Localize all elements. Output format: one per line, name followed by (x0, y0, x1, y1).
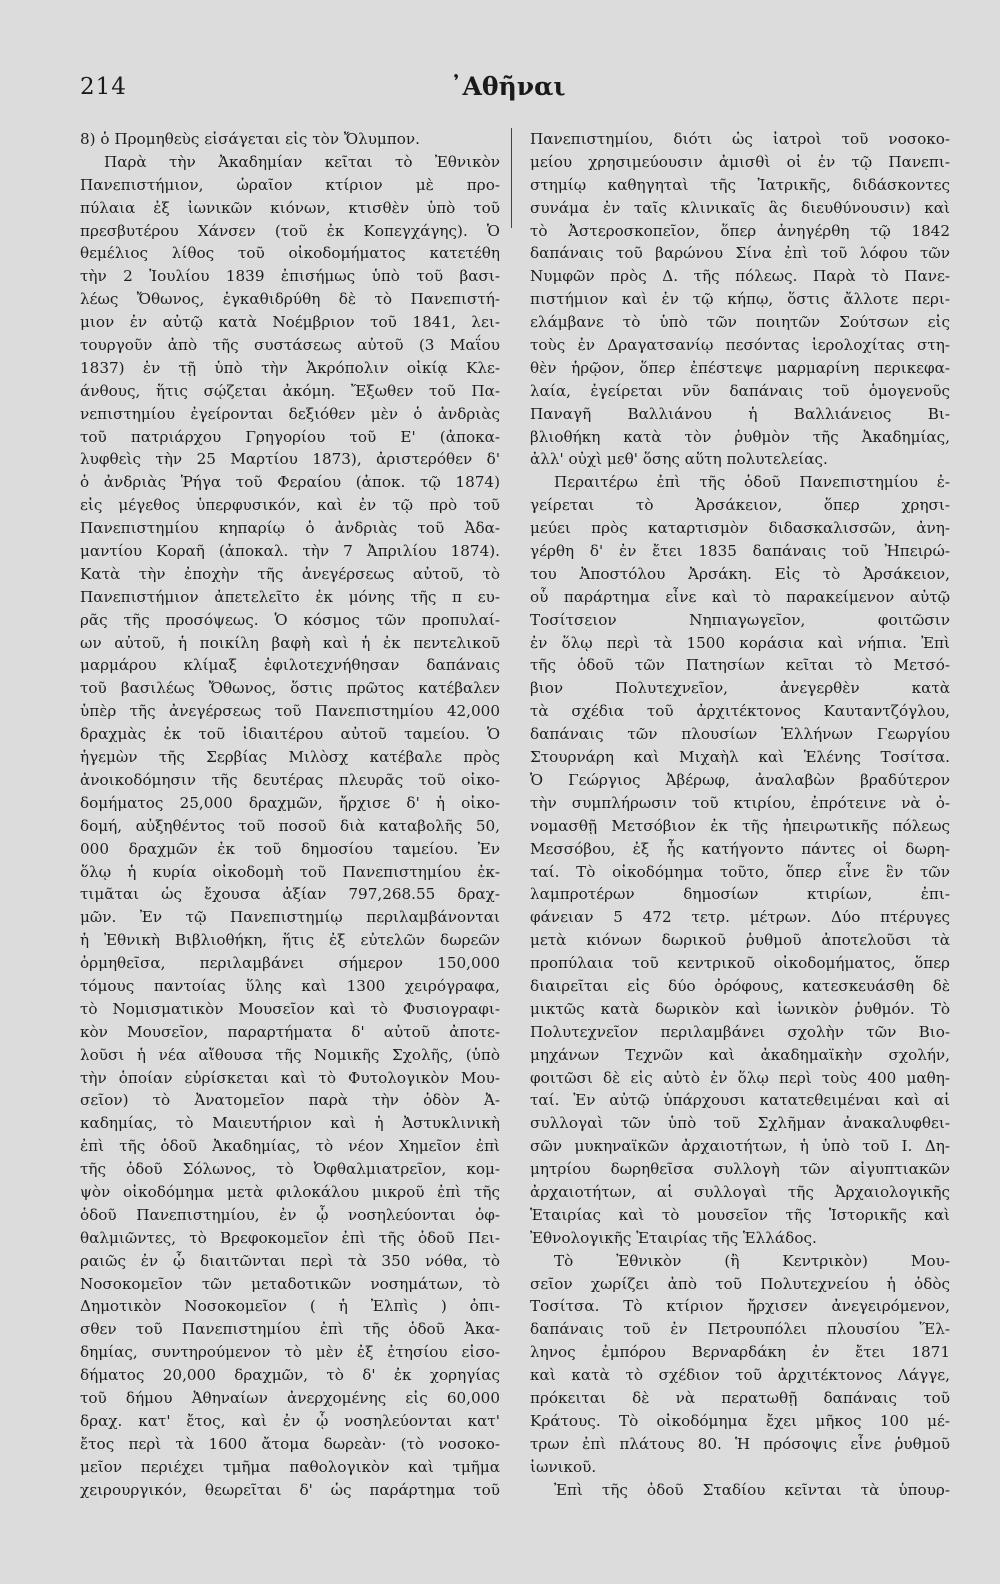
text-line: προπύλαια τοῦ κεντρικοῦ οἰκοδομήματος, ὅπερ (530, 954, 950, 973)
text-line: του Ἀποστόλου Ἀρσάκη. Εἰς τὸ Ἀρσάκειον, (530, 564, 950, 583)
text-line: Στουρνάρη καὶ Μιχαὴλ καὶ Ἑλένης Τοσίτσα. (530, 748, 950, 767)
text-line: κὸν Μουσεῖον, παραρτήματα δ' αὐτοῦ ἀποτε- (80, 1022, 500, 1041)
text-line: λαμπροτέρων δημοσίων κτιρίων, ἐπι- (530, 885, 950, 904)
text-line: Παναγῆ Βαλλιάνου ἡ Βαλλιάνειος Βι- (530, 404, 950, 423)
text-line: Ἐπὶ τῆς ὁδοῦ Σταδίου κεῖνται τὰ ὑπουρ- (554, 1480, 950, 1499)
text-line: 1837) ἐν τῇ ὑπὸ τὴν Ἀκρόπολιν οἰκίᾳ Κλε- (80, 358, 500, 377)
text-line: τουργοῦν ἀπὸ τῆς συστάσεως αὐτοῦ (3 Μαΐου (80, 336, 500, 355)
text-line: ἡγεμὼν τῆς Σερβίας Μιλὸσχ κατέβαλε πρὸς (80, 748, 500, 767)
text-line: ληνος ἐμπόρου Βερναρδάκη ἐν ἔτει 1871 (530, 1343, 950, 1362)
text-line: δραχ. κατ' ἔτος, καὶ ἐν ᾧ νοσηλεύονται κατ' (80, 1411, 500, 1430)
text-line: ὁδοῦ Πανεπιστημίου, ἐν ᾧ νοσηλεύονται ὀφ- (80, 1205, 500, 1224)
text-line: μετὰ κιόνων δωρικοῦ ῥυθμοῦ ἀποτελοῦσι τὰ (530, 931, 950, 950)
text-line: τῆς ὁδοῦ τῶν Πατησίων κεῖται τὸ Μετσό- (530, 656, 950, 675)
text-line: θαλμιῶντες, τὸ Βρεφοκομεῖον ἐπὶ τῆς ὁδοῦ Πει- (80, 1228, 500, 1247)
text-line: ψὸν οἰκοδόμημα μετὰ φιλοκάλου μικροῦ ἐπὶ τῆς (80, 1182, 500, 1201)
text-line: δαπάναις τοῦ βαρώνου Σίνα ἐπὶ τοῦ λόφου τῶν (530, 244, 950, 263)
text-line: τὴν 2 Ἰουλίου 1839 ἐπισήμως ὑπὸ τοῦ βασι- (80, 267, 500, 286)
text-line: διαιρεῖται εἰς δύο ὀρόφους, κατεσκευάσθη δὲ (530, 976, 950, 995)
text-line: τοῦ βασιλέως Ὄθωνος, ὅστις πρῶτος κατέβαλεν (80, 679, 500, 698)
text-line: συνάμα ἐν ταῖς κλινικαῖς ἃς διευθύνουσιν) καὶ (530, 198, 950, 217)
text-line: λαία, ἐγείρεται νῦν δαπάναις τοῦ ὁμογενοῦς (530, 381, 950, 400)
text-line: δαπάναις τῶν πλουσίων Ἑλλήνων Γεωργίου (530, 725, 950, 744)
text-line: Πανεπιστημίου κηπαρίῳ ὁ ἀνδριὰς τοῦ Ἀδα- (80, 519, 500, 538)
right-column (530, 128, 950, 1568)
text-line: τὴν ὁποίαν εὑρίσκεται καὶ τὸ Φυτολογικὸν Μου- (80, 1068, 500, 1087)
left-column (80, 128, 500, 1568)
text-line: τρων ἐπὶ πλάτους 80. Ἡ πρόσοψις εἶνε ῥυθμοῦ (530, 1434, 950, 1453)
page-number: 214 (80, 74, 127, 100)
text-line: βιον Πολυτεχνεῖον, ἀνεγερθὲν κατὰ (530, 679, 950, 698)
text-line: τόμους παντοίας ὕλης καὶ 1300 χειρόγραφα, (80, 976, 500, 995)
running-head: ᾿Αθῆναι (450, 72, 566, 101)
text-line: Πανεπιστήμιον, ὡραῖον κτίριον μὲ προ- (80, 175, 500, 194)
text-line: ων αὐτοῦ, ἡ ποικίλη βαφὴ καὶ ἡ ἐκ πεντελικοῦ (80, 633, 500, 652)
text-line: ἔτος περὶ τὰ 1600 ἄτομα δωρεὰν· (τὸ νοσοκο- (80, 1434, 500, 1453)
text-line: Περαιτέρω ἐπὶ τῆς ὁδοῦ Πανεπιστημίου ἐ- (554, 473, 950, 492)
text-line: σῶν μυκηναϊκῶν ἀρχαιοτήτων, ἡ ὑπὸ τοῦ Ι. Δη- (530, 1137, 950, 1156)
text-line: φάνειαν 5 472 τετρ. μέτρων. Δύο πτέρυγες (530, 908, 950, 927)
text-line: δομήματος 25,000 δραχμῶν, ἤρχισε δ' ἡ οἰκο- (80, 793, 500, 812)
text-line: Πανεπιστημίου, διότι ὡς ἰατροὶ τοῦ νοσοκο- (530, 130, 950, 148)
text-line: σεῖον χωρίζει ἀπὸ τοῦ Πολυτεχνείου ἡ ὁδὸς (530, 1274, 950, 1293)
text-line: 000 δραχμῶν ἐκ τοῦ δημοσίου ταμείου. Ἐν (80, 839, 500, 858)
text-line: Μεσσόβου, ἐξ ἧς κατήγοντο πάντες οἱ δωρη- (530, 839, 950, 858)
text-line: τοῦ δήμου Ἀθηναίων ἀνερχομένης εἰς 60,000 (80, 1388, 500, 1407)
page-header (80, 74, 950, 114)
text-line: δημίας, συντηρούμενον τὸ μὲν ἐξ ἐτησίου εἰσο- (80, 1343, 500, 1362)
text-line: ἐν ὅλῳ περὶ τὰ 1500 κοράσια καὶ νήπια. Ἐπὶ (530, 633, 950, 652)
text-line: τοῦ πατριάρχου Γρηγορίου τοῦ Ε' (ἀποκα- (80, 427, 500, 446)
text-line: εἰς μέγεθος ὑπερφυσικόν, καὶ ἐν τῷ πρὸ τοῦ (80, 496, 500, 515)
text-line: θεμέλιος λίθος τοῦ οἰκοδομήματος κατετέθη (80, 244, 500, 263)
text-line: τὸ Νομισματικὸν Μουσεῖον καὶ τὸ Φυσιογραφι- (80, 999, 500, 1018)
text-line: ὁρμηθεῖσα, περιλαμβάνει σήμερον 150,000 (80, 954, 500, 973)
text-line: Ἐθνολογικῆς Ἑταιρίας τῆς Ἑλλάδος. (530, 1228, 817, 1247)
text-line: τιμᾶται ὡς ἔχουσα ἀξίαν 797,268.55 δραχ- (80, 885, 500, 904)
text-line: Νυμφῶν πρὸς Δ. τῆς πόλεως. Παρὰ τὸ Πανε- (530, 267, 950, 286)
text-line: σθεν τοῦ Πανεπιστημίου ἐπὶ τῆς ὁδοῦ Ἀκα- (80, 1320, 500, 1339)
text-line: καδημίας, τὸ Μαιευτήριον καὶ ἡ Ἀστυκλινικὴ (80, 1114, 500, 1133)
text-columns (80, 128, 950, 1568)
text-line: μητρίου δωρηθεῖσα συλλογὴ τῶν αἰγυπτιακῶν (530, 1160, 950, 1179)
text-line: νεπιστημίου ἐγείρονται δεξιόθεν μὲν ὁ ἀνδριὰς (80, 404, 500, 423)
text-line: Κράτους. Τὸ οἰκοδόμημα ἔχει μῆκος 100 μέ- (530, 1411, 950, 1430)
text-line: ελάμβανε τὸ ὑπὸ τῶν ποιητῶν Σούτσων εἰς (530, 313, 950, 332)
text-line: γείρεται τὸ Ἀρσάκειον, ὅπερ χρησι- (530, 496, 950, 515)
text-line: πρόκειται δὲ νὰ περατωθῇ δαπάναις τοῦ (530, 1388, 950, 1407)
text-line: γέρθη δ' ἐν ἔτει 1835 δαπάναις τοῦ Ἠπειρώ- (530, 542, 950, 561)
text-line: 8) ὁ Προμηθεὺς εἰσάγεται εἰς τὸν Ὄλυμπον. (80, 130, 420, 148)
text-line: μαντίου Κοραῆ (ἀποκαλ. τὴν 7 Ἀπριλίου 1874). (80, 542, 500, 561)
text-line: λυφθεὶς τὴν 25 Μαρτίου 1873), ἀριστερόθεν δ' (80, 450, 500, 469)
text-line: πύλαια ἐξ ἰωνικῶν κιόνων, κτισθὲν ὑπὸ τοῦ (80, 198, 500, 217)
text-line: μηχάνων Τεχνῶν καὶ ἀκαδημαϊκὴν σχολήν, (530, 1045, 950, 1064)
text-line: πιστήμιον καὶ ἐν τῷ κήπῳ, ὅστις ἄλλοτε περι- (530, 290, 950, 309)
text-line: Παρὰ τὴν Ἀκαδημίαν κεῖται τὸ Ἐθνικὸν (104, 152, 500, 171)
text-line: συλλογαὶ τῶν ὑπὸ τοῦ Σχλῆμαν ἀνακαλυφθει- (530, 1114, 950, 1133)
text-line: πρεσβυτέρου Χάνσεν (τοῦ ἐκ Κοπεγχάγης). Ὁ (80, 221, 500, 240)
text-line: ταί. Τὸ οἰκοδόμημα τοῦτο, ὅπερ εἶνε ἓν τῶν (530, 862, 950, 881)
text-line: ραιῶς ἐν ᾧ διαιτῶνται περὶ τὰ 350 νόθα, τὸ (80, 1251, 500, 1270)
text-line: σεῖον) τὸ Ἀνατομεῖον παρὰ τὴν ὁδὸν Ἀ- (80, 1091, 500, 1110)
text-line: Νοσοκομεῖον τῶν μεταδοτικῶν νοσημάτων, τὸ (80, 1274, 500, 1293)
text-line: δήματος 20,000 δραχμῶν, τὸ δ' ἐκ χορηγίας (80, 1366, 500, 1385)
text-line: τὸ Ἀστεροσκοπεῖον, ὅπερ ἀνηγέρθη τῷ 1842 (530, 221, 950, 240)
text-line: φοιτῶσι δὲ εἰς αὐτὸ ἐν ὅλῳ περὶ τοὺς 400 μαθη- (530, 1068, 950, 1087)
text-line: χειρουργικόν, θεωρεῖται δ' ὡς παράρτημα τοῦ (80, 1480, 500, 1499)
text-line: τῆς ὁδοῦ Σόλωνος, τὸ Ὀφθαλμιατρεῖον, κομ- (80, 1160, 500, 1179)
text-line: μῶν. Ἐν τῷ Πανεπιστημίῳ περιλαμβάνονται (80, 908, 500, 927)
text-line: Πανεπιστήμιον ἀπετελεῖτο ἐκ μόνης τῆς π ευ- (80, 587, 500, 606)
text-line: ἐπὶ τῆς ὁδοῦ Ἀκαδημίας, τὸ νέον Χημεῖον ἐπὶ (80, 1137, 500, 1156)
text-line: Πολυτεχνεῖον περιλαμβάνει σχολὴν τῶν Βιο- (530, 1022, 950, 1041)
text-line: Ὁ Γεώργιος Ἀβέρωφ, ἀναλαβὼν βραδύτερον (530, 770, 950, 789)
text-line: στημίῳ καθηγηταὶ τῆς Ἰατρικῆς, διδάσκοντες (530, 175, 950, 194)
text-line: μείου χρησιμεύουσιν ἀμισθὶ οἱ ἐν τῷ Πανεπι- (530, 152, 950, 171)
text-line: βλιοθήκη κατὰ τὸν ῥυθμὸν τῆς Ἀκαδημίας, (530, 427, 950, 446)
text-line: Κατὰ τὴν ἐποχὴν τῆς ἀνεγέρσεως αὐτοῦ, τὸ (80, 564, 500, 583)
text-line: τὴν συμπλήρωσιν τοῦ κτιρίου, ἐπρότεινε νὰ ὀ- (530, 793, 950, 812)
text-line: μιον ἐν αὐτῷ κατὰ Νοέμβριον τοῦ 1841, λει- (80, 313, 500, 332)
text-line: ρᾶς τῆς προσόψεως. Ὁ κόσμος τῶν προπυλαί- (80, 610, 500, 629)
text-line: καὶ κατὰ τὸ σχέδιον τοῦ ἀρχιτέκτονος Λάγγε, (530, 1366, 950, 1385)
text-line: μεῖον περιέχει τμῆμα παθολογικὸν καὶ τμῆμα (80, 1457, 500, 1476)
text-line: ἡ Ἐθνικὴ Βιβλιοθήκη, ἥτις ἐξ εὐτελῶν δωρεῶν (80, 931, 500, 950)
text-line: ἀνοικοδόμησιν τῆς δευτέρας πλευρᾶς τοῦ οἰκο- (80, 770, 500, 789)
text-line: Ἑταιρίας καὶ τὸ μουσεῖον τῆς Ἱστορικῆς καὶ (530, 1205, 950, 1224)
text-line: ταί. Ἐν αὐτῷ ὑπάρχουσι κατατεθειμέναι καὶ αἱ (530, 1091, 950, 1110)
text-line: ἀλλ' οὐχὶ μεθ' ὅσης αὕτη πολυτελείας. (530, 450, 828, 469)
text-line: μικτῶς κατὰ δωρικὸν καὶ ἰωνικὸν ῥυθμόν. Τὸ (530, 999, 950, 1018)
text-line: Δημοτικὸν Νοσοκομεῖον ( ἡ Ἐλπὶς ) ὀπι- (80, 1297, 500, 1316)
text-line: λέως Ὄθωνος, ἐγκαθιδρύθη δὲ τὸ Πανεπιστή- (80, 290, 500, 309)
text-line: ὅλῳ ἡ κυρία οἰκοδομὴ τοῦ Πανεπιστημίου ἐκ- (80, 862, 500, 881)
text-line: μαρμάρου κλίμαξ ἐφιλοτεχνήθησαν δαπάναις (80, 656, 500, 675)
text-line: Τοσίτσα. Τὸ κτίριον ἤρχισεν ἀνεγειρόμενον, (530, 1297, 950, 1316)
text-line: ἰωνικοῦ. (530, 1457, 597, 1476)
text-line: τοὺς ἐν Δραγατσανίῳ πεσόντας ἱερολοχίτας στη- (530, 336, 950, 355)
text-line: Τὸ Ἐθνικὸν (ἢ Κεντρικὸν) Μου- (554, 1251, 950, 1270)
text-line: ἀρχαιοτήτων, αἱ συλλογαὶ τῆς Ἀρχαιολογικῆς (530, 1182, 950, 1201)
text-line: μεύει πρὸς καταρτισμὸν διδασκαλισσῶν, ἀνη- (530, 519, 950, 538)
text-line: Τοσίτσειον Νηπιαγωγεῖον, φοιτῶσιν (530, 610, 950, 629)
text-line: άνθους, ἥτις σῴζεται ἀκόμη. Ἔξωθεν τοῦ Πα- (80, 381, 500, 400)
text-line: λοῦσι ἡ νέα αἴθουσα τῆς Νομικῆς Σχολῆς, (ὑπὸ (80, 1045, 500, 1064)
text-line: τὰ σχέδια τοῦ ἀρχιτέκτονος Καυταντζόγλου, (530, 702, 950, 721)
text-line: ὑπὲρ τῆς ἀνεγέρσεως τοῦ Πανεπιστημίου 42,000 (80, 702, 500, 721)
text-line: οὗ παράρτημα εἶνε καὶ τὸ παρακείμενον αὐτῷ (530, 587, 950, 606)
text-line: νομασθῇ Μετσόβιον ἐκ τῆς ἠπειρωτικῆς πόλεως (530, 816, 950, 835)
text-line: δομή, αὐξηθέντος τοῦ ποσοῦ διὰ καταβολῆς 50, (80, 816, 500, 835)
text-line: θὲν ἡρῷον, ὅπερ ἐπέστεψε μαρμαρίνη περικεφα- (530, 358, 950, 377)
text-line: δαπάναις τοῦ ἐν Πετρουπόλει πλουσίου Ἕλ- (530, 1320, 950, 1339)
text-line: δραχμὰς ἐκ τοῦ ἰδιαιτέρου αὐτοῦ ταμείου. Ὁ (80, 725, 500, 744)
text-line: ὁ ἀνδριὰς Ῥήγα τοῦ Φεραίου (ἀποκ. τῷ 1874) (80, 473, 500, 492)
